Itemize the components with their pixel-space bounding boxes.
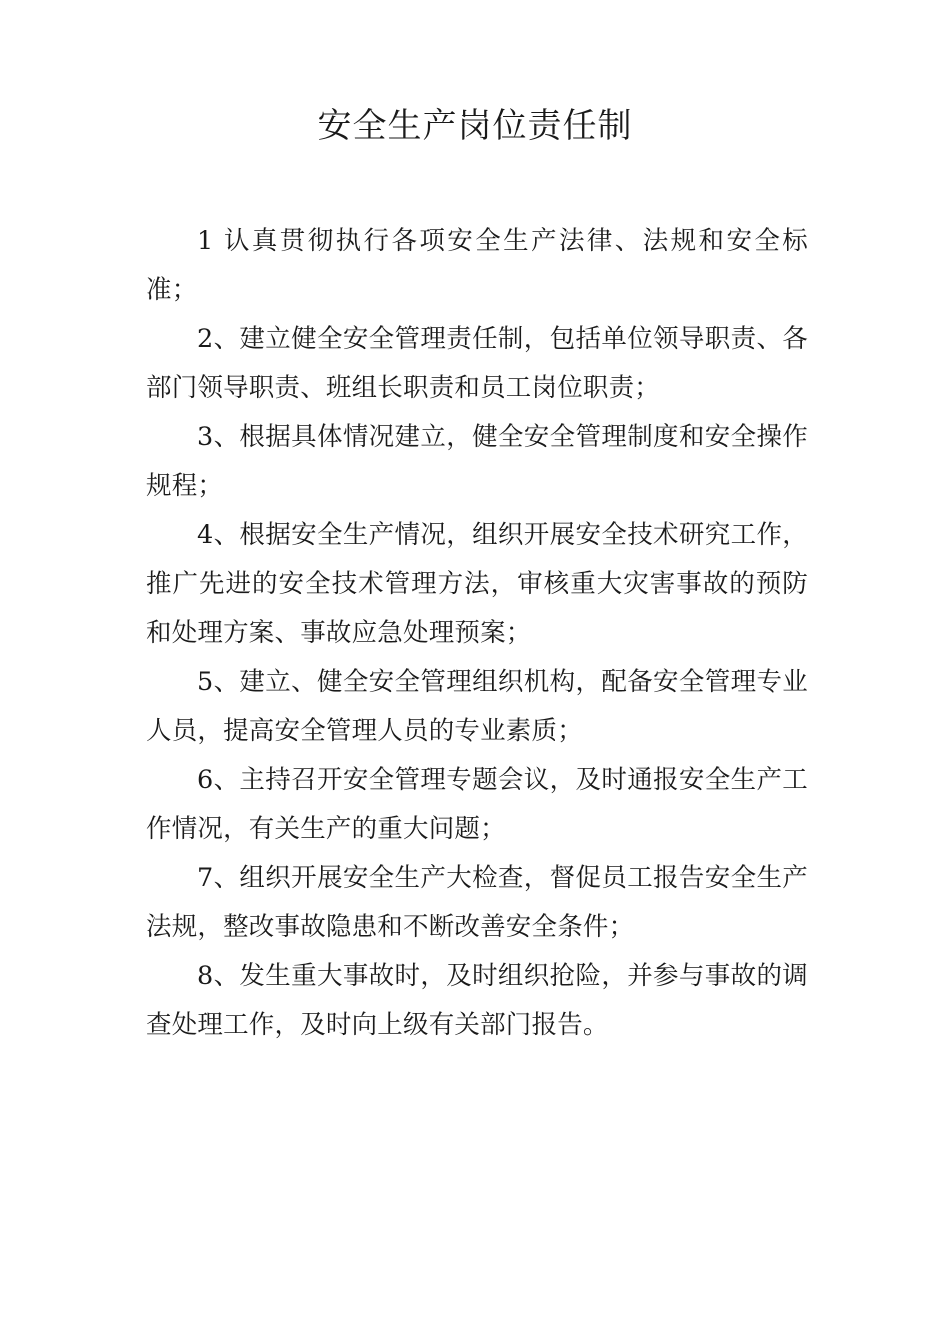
- paragraph-7: 7、组织开展安全生产大检查，督促员工报告安全生产法规，整改事故隐患和不断改善安全条件；: [146, 863, 808, 942]
- paragraph-8: 8、发生重大事故时，及时组织抢险，并参与事故的调查处理工作，及时向上级有关部门报告。: [146, 961, 808, 1040]
- paragraph-4: 4、根据安全生产情况，组织开展安全技术研究工作，推广先进的安全技术管理方法，审核重大灾害事故的预防和处理方案、事故应急处理预案；: [146, 520, 808, 648]
- paragraph-2: 2、建立健全安全管理责任制，包括单位领导职责、各部门领导职责、班组长职责和员工岗位职责；: [146, 324, 808, 403]
- paragraph-1: 1 认真贯彻执行各项安全生产法律、法规和安全标准；: [146, 226, 808, 305]
- paragraph-6: 6、主持召开安全管理专题会议，及时通报安全生产工作情况，有关生产的重大问题；: [146, 765, 808, 844]
- document-title: 安全生产岗位责任制: [317, 106, 633, 146]
- document-body: [146, 217, 808, 1050]
- paragraph-5: 5、建立、健全安全管理组织机构，配备安全管理专业人员，提高安全管理人员的专业素质；: [146, 667, 808, 746]
- paragraph-3: 3、根据具体情况建立，健全安全管理制度和安全操作规程；: [146, 422, 808, 501]
